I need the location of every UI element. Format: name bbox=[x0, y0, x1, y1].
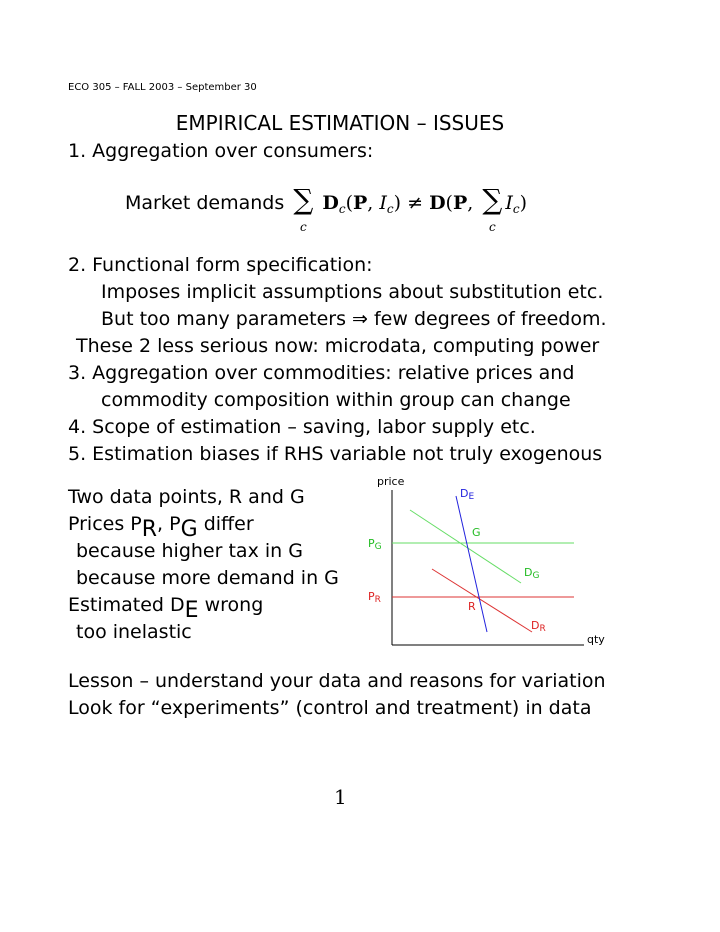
g-point-label: G bbox=[472, 526, 481, 539]
pr-label: PR bbox=[368, 590, 381, 605]
demand-g-curve bbox=[410, 510, 521, 583]
left-line-3: because higher tax in G bbox=[76, 540, 303, 562]
left-line-5: Estimated $D_E$ wrong bbox=[68, 594, 264, 623]
y-axis-label: price bbox=[377, 475, 405, 488]
sum-left: ∑ c bbox=[293, 183, 314, 234]
formula-prefix: Market demands bbox=[125, 192, 285, 214]
note-line: These 2 less serious now: microdata, computing power bbox=[76, 335, 600, 357]
item-1: 1. Aggregation over consumers: bbox=[68, 140, 374, 162]
header-text: ECO 305 – FALL 2003 – September 30 bbox=[68, 82, 257, 93]
item-5: 5. Estimation biases if RHS variable not truly exogenous bbox=[68, 443, 603, 465]
page-number: 1 bbox=[334, 785, 347, 809]
left-line-6: too inelastic bbox=[76, 621, 192, 643]
lesson-line-2: Look for “experiments” (control and treatment) in data bbox=[68, 697, 592, 719]
pg-label: PG bbox=[368, 537, 382, 552]
page-title: EMPIRICAL ESTIMATION – ISSUES bbox=[175, 111, 505, 135]
item-4: 4. Scope of estimation – saving, labor supply etc. bbox=[68, 416, 536, 438]
item-2a: Imposes implicit assumptions about substitution etc. bbox=[101, 281, 604, 303]
item-2: 2. Functional form specification: bbox=[68, 254, 373, 276]
left-line-2: Prices $P_R$, $P_G$ differ bbox=[68, 513, 254, 542]
de-label: DE bbox=[460, 487, 475, 502]
item-3b: commodity composition within group can change bbox=[101, 389, 571, 411]
dg-label: DG bbox=[524, 566, 540, 581]
item-2b: But too many parameters ⇒ few degrees of freedom. bbox=[101, 308, 607, 330]
left-line-4: because more demand in G bbox=[76, 567, 339, 589]
demand-r-curve bbox=[432, 569, 532, 632]
lesson-line-1: Lesson – understand your data and reasons for variation bbox=[68, 670, 606, 692]
formula: Market demands ∑ c $D_c(P$, $I_c) \ne D(P$, ∑ c $I_c$) bbox=[125, 183, 528, 234]
item-3: 3. Aggregation over commodities: relative prices and bbox=[68, 362, 575, 384]
sum-right: ∑ c bbox=[482, 183, 503, 234]
dr-label: DR bbox=[531, 619, 546, 634]
x-axis-label: qty bbox=[587, 633, 605, 646]
r-point-label: R bbox=[468, 600, 476, 613]
left-line-1: Two data points, R and G bbox=[68, 486, 305, 508]
